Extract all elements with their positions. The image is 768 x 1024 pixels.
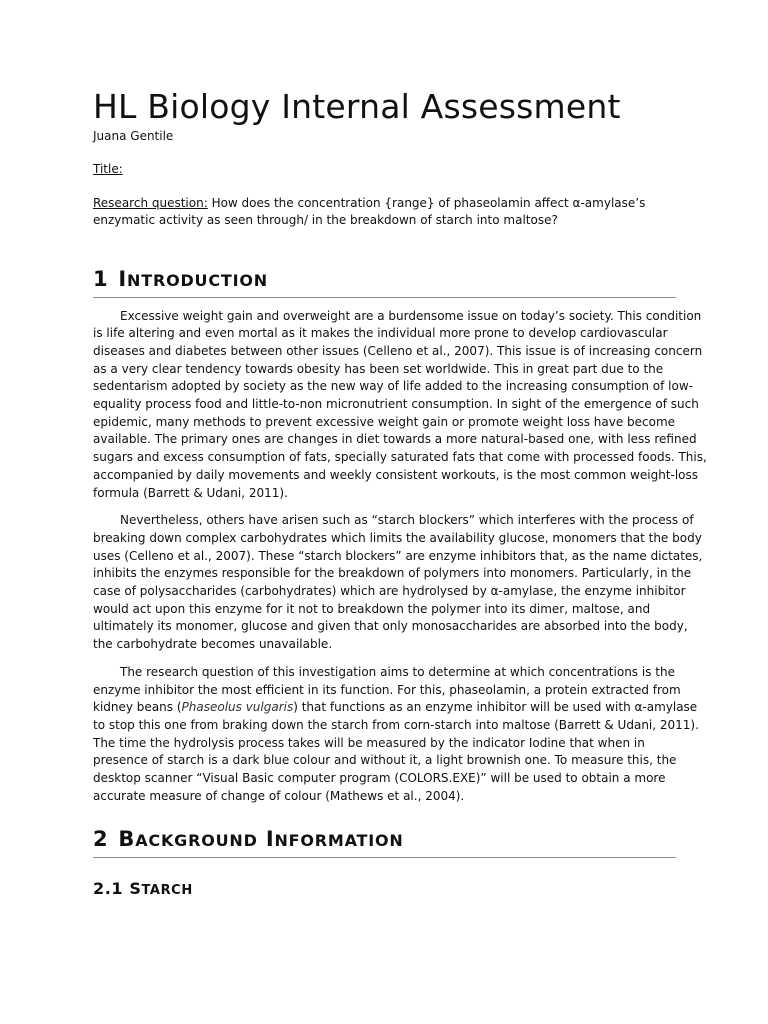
author-name: Juana Gentile: [93, 129, 174, 143]
background-heading-rest-1: ACKGROUND: [135, 831, 258, 851]
paragraph-line: enzyme inhibitor the most efficient in its function. For this, phaseolamin, a protein extracted from: [93, 682, 681, 697]
research-question-text-line1: How does the concentration {range} of phaseolamin affect α-amylase’s: [207, 195, 646, 210]
paragraph-line: accompanied by daily movements and weekly consistent workouts, is the most common weight-loss: [93, 467, 699, 482]
background-heading-cap-1: B: [118, 827, 136, 852]
research-question: [93, 195, 676, 230]
introduction-heading-number: 1: [93, 266, 109, 291]
paragraph-line: sugars and excess consumption of fats, specially saturated fats that come with processed foods. This,: [93, 450, 707, 465]
introduction-heading-rest: NTRODUCTION: [127, 270, 268, 290]
background-heading-rest-2: NFORMATION: [274, 831, 404, 851]
paragraph-line: case of polysaccharides (carbohydrates) which are hydrolysed by α-amylase, the enzyme inhibitor: [93, 584, 686, 599]
paragraph-line: Nevertheless, others have arisen such as “starch blockers” which interferes with the process of: [120, 513, 694, 528]
research-question-text-line2: enzymatic activity as seen through/ in the breakdown of starch into maltose?: [93, 213, 558, 227]
paragraph-line: sedentarism adopted by society as the new way of life added to the increasing consumption of low-: [93, 379, 693, 394]
kidney-beans-text: kidney beans (: [93, 700, 182, 715]
introduction-heading: [93, 265, 676, 298]
background-heading-number: 2: [93, 827, 109, 852]
title-field: [93, 161, 676, 179]
starch-subheading-number: 2.1: [93, 879, 124, 899]
paragraph-line: inhibits the enzymes responsible for the breakdown of polymers into monomers. Particularly, in the: [93, 566, 692, 581]
paragraph-line: as a very clear tendency towards obesity has been set worldwide. This in great part due to the: [93, 361, 664, 376]
paragraph-line: The research question of this investigation aims to determine at which concentrations is the: [120, 664, 675, 679]
background-heading: [93, 825, 676, 858]
starch-subheading-cap: S: [129, 879, 142, 899]
paragraph-line: is life altering and even mortal as it makes the individual more prone to develop cardiovascular: [93, 326, 668, 341]
starch-subheading-rest: TARCH: [141, 883, 193, 899]
research-question-label: Research question:: [93, 195, 208, 210]
paragraph-line: epidemic, many methods to prevent excessive weight gain or promote weight loss have become: [93, 414, 676, 429]
paragraph-line: diseases and diabetes between other issues (Celleno et al., 2007). This issue is of increasing concern: [93, 343, 703, 358]
introduction-paragraph-1: [93, 308, 707, 503]
paragraph-line: available. The primary ones are changes in diet towards a more natural-based one, with less refined: [93, 432, 697, 447]
paragraph-line: the carbohydrate becomes unavailable.: [93, 637, 333, 652]
document-title: HL Biology Internal Assessment: [93, 87, 621, 126]
paragraph-line: desktop scanner “Visual Basic computer program (COLORS.EXE)” will be used to obtain a more: [93, 771, 666, 786]
paragraph-line: Excessive weight gain and overweight are a burdensome issue on today’s society. This condition: [120, 308, 702, 323]
inhibitor-text: ) that functions as an enzyme inhibitor will be used with α-amylase: [293, 700, 698, 715]
paragraph-line: [93, 699, 698, 717]
paragraph-line: equality process food and little-to-non micronutrient consumption. In sight of the emergence of such: [93, 397, 699, 412]
title-label: Title:: [93, 162, 123, 176]
paragraph-line: ultimately its monomer, glucose and given that only monosaccharides are absorbed into the body,: [93, 619, 688, 634]
paragraph-line: The time the hydrolysis process takes will be measured by the indicator Iodine that when in: [93, 735, 645, 750]
starch-subheading: [93, 878, 676, 902]
species-name: Phaseolus vulgaris: [181, 700, 294, 715]
introduction-paragraph-3: [93, 664, 699, 806]
paragraph-line: to stop this one from braking down the starch from corn-starch into maltose (Barrett & Udani, 2011).: [93, 717, 699, 732]
paragraph-line: breaking down complex carbohydrates which limits the availability glucose, monomers that the body: [93, 530, 702, 545]
introduction-heading-cap: I: [118, 266, 128, 291]
paragraph-line: accurate measure of change of colour (Mathews et al., 2004).: [93, 788, 465, 803]
background-heading-cap-2: I: [265, 827, 275, 852]
introduction-paragraph-2: [93, 512, 703, 654]
paragraph-line: would act upon this enzyme for it not to breakdown the polymer into its dimer, maltose, and: [93, 601, 651, 616]
paragraph-line: uses (Celleno et al., 2007). These “starch blockers” are enzyme inhibitors that, as the name dictates,: [93, 548, 703, 563]
paragraph-line: formula (Barrett & Udani, 2011).: [93, 485, 288, 500]
paragraph-line: presence of starch is a dark blue colour and without it, a light brownish one. To measure this, the: [93, 753, 677, 768]
